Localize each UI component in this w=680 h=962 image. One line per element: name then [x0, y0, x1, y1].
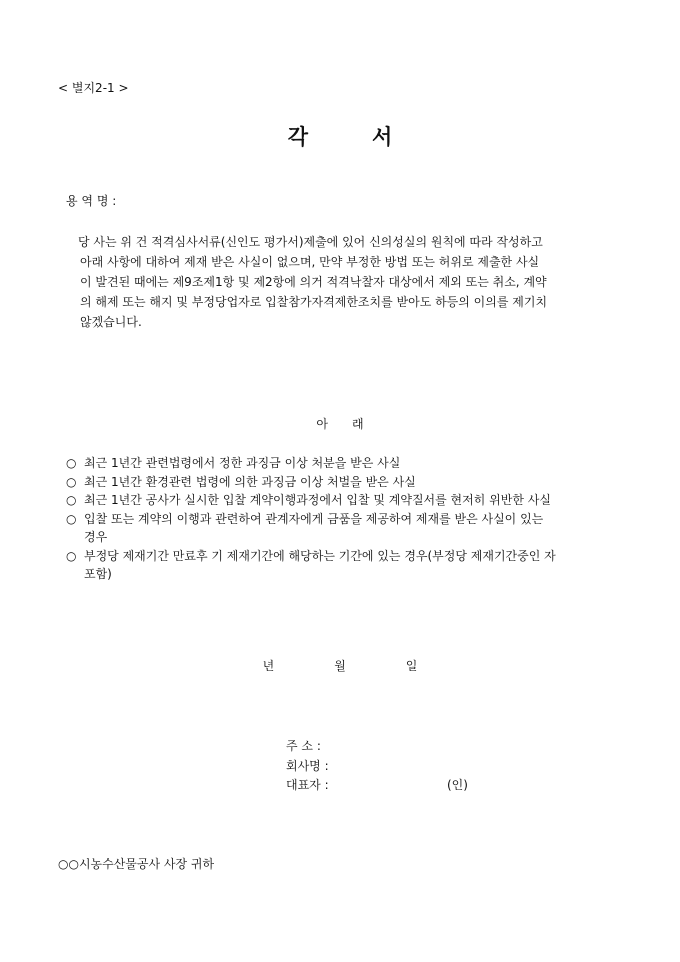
sanction-list — [66, 454, 626, 584]
list-item-text: 입찰 또는 계약의 이행과 관련하여 관계자에게 금품을 제공하여 제재를 받은 사실이 있는 — [84, 511, 544, 526]
paragraph-line: 당 사는 위 건 적격심사서류(신인도 평가서)제출에 있어 신의성실의 원칙에 따라 작성하고 — [78, 235, 543, 249]
representative-label: 대표자 : — [286, 778, 329, 792]
date-year-label: 년 — [262, 659, 275, 673]
bullet-circle-icon: ○ — [66, 511, 77, 526]
signature-row — [286, 757, 329, 777]
list-item — [66, 510, 626, 547]
signature-row — [286, 737, 329, 757]
list-item-text: 최근 1년간 관련법령에서 정한 과징금 이상 처분을 받은 사실 — [84, 456, 401, 470]
list-item-text: 최근 1년간 환경관련 법령에 의한 과징금 이상 처벌을 받은 사실 — [84, 474, 416, 489]
address-label: 주 소 : — [286, 739, 321, 753]
signature-block — [286, 737, 468, 796]
bullet-circle-icon: ○ — [66, 456, 77, 470]
bullet-circle-icon: ○ — [66, 548, 77, 563]
date-month-label: 월 — [334, 659, 346, 673]
paragraph-line: 아래 사항에 대하여 제재 받은 사실이 없으며, 만약 부정한 방법 또는 허위로 제출한 사실 — [80, 255, 540, 269]
list-item-text: 부정당 제재기간 만료후 기 제재기간에 해당하는 기간에 있는 경우(부정당 제재기간중인 자 — [84, 548, 556, 563]
date-day-label: 일 — [405, 659, 418, 673]
bullet-circle-icon: ○ — [66, 474, 77, 489]
title-char-1: 각 — [287, 125, 308, 149]
pledge-paragraph — [66, 232, 618, 332]
list-item-text: 포함) — [84, 567, 112, 581]
annex-label: < 별지2-1 > — [58, 81, 129, 95]
document-title — [0, 121, 680, 151]
paragraph-line: 않겠습니다. — [80, 315, 142, 329]
list-item — [66, 547, 626, 584]
list-item — [66, 454, 626, 473]
notice-heading — [0, 415, 680, 432]
list-item-text: 최근 1년간 공사가 실시한 입찰 계약이행과정에서 입찰 및 계약질서를 현저히 위반한 사실 — [84, 493, 551, 507]
list-item-text: 경우 — [84, 530, 108, 544]
addressee-line: ○○시농수산물공사 사장 귀하 — [58, 857, 215, 871]
notice-char-1: 아 — [316, 417, 328, 431]
signature-row — [286, 776, 468, 796]
title-char-2: 서 — [372, 125, 393, 149]
notice-char-2: 래 — [352, 417, 364, 431]
date-line — [0, 657, 680, 674]
company-name-label: 회사명 : — [286, 758, 329, 773]
paragraph-line: 의 해제 또는 해지 및 부정당업자로 입찰참가자격제한조치를 받아도 하등의 이의를 제기치 — [80, 295, 548, 309]
seal-mark: (인) — [447, 778, 468, 792]
project-name-label: 용 역 명 : — [66, 194, 117, 208]
paragraph-line: 이 발견된 때에는 제9조제1항 및 제2항에 의거 적격낙찰자 대상에서 제외 또는 취소, 계약 — [80, 275, 547, 289]
bullet-circle-icon: ○ — [66, 493, 77, 507]
list-item — [66, 473, 626, 492]
list-item — [66, 491, 626, 510]
